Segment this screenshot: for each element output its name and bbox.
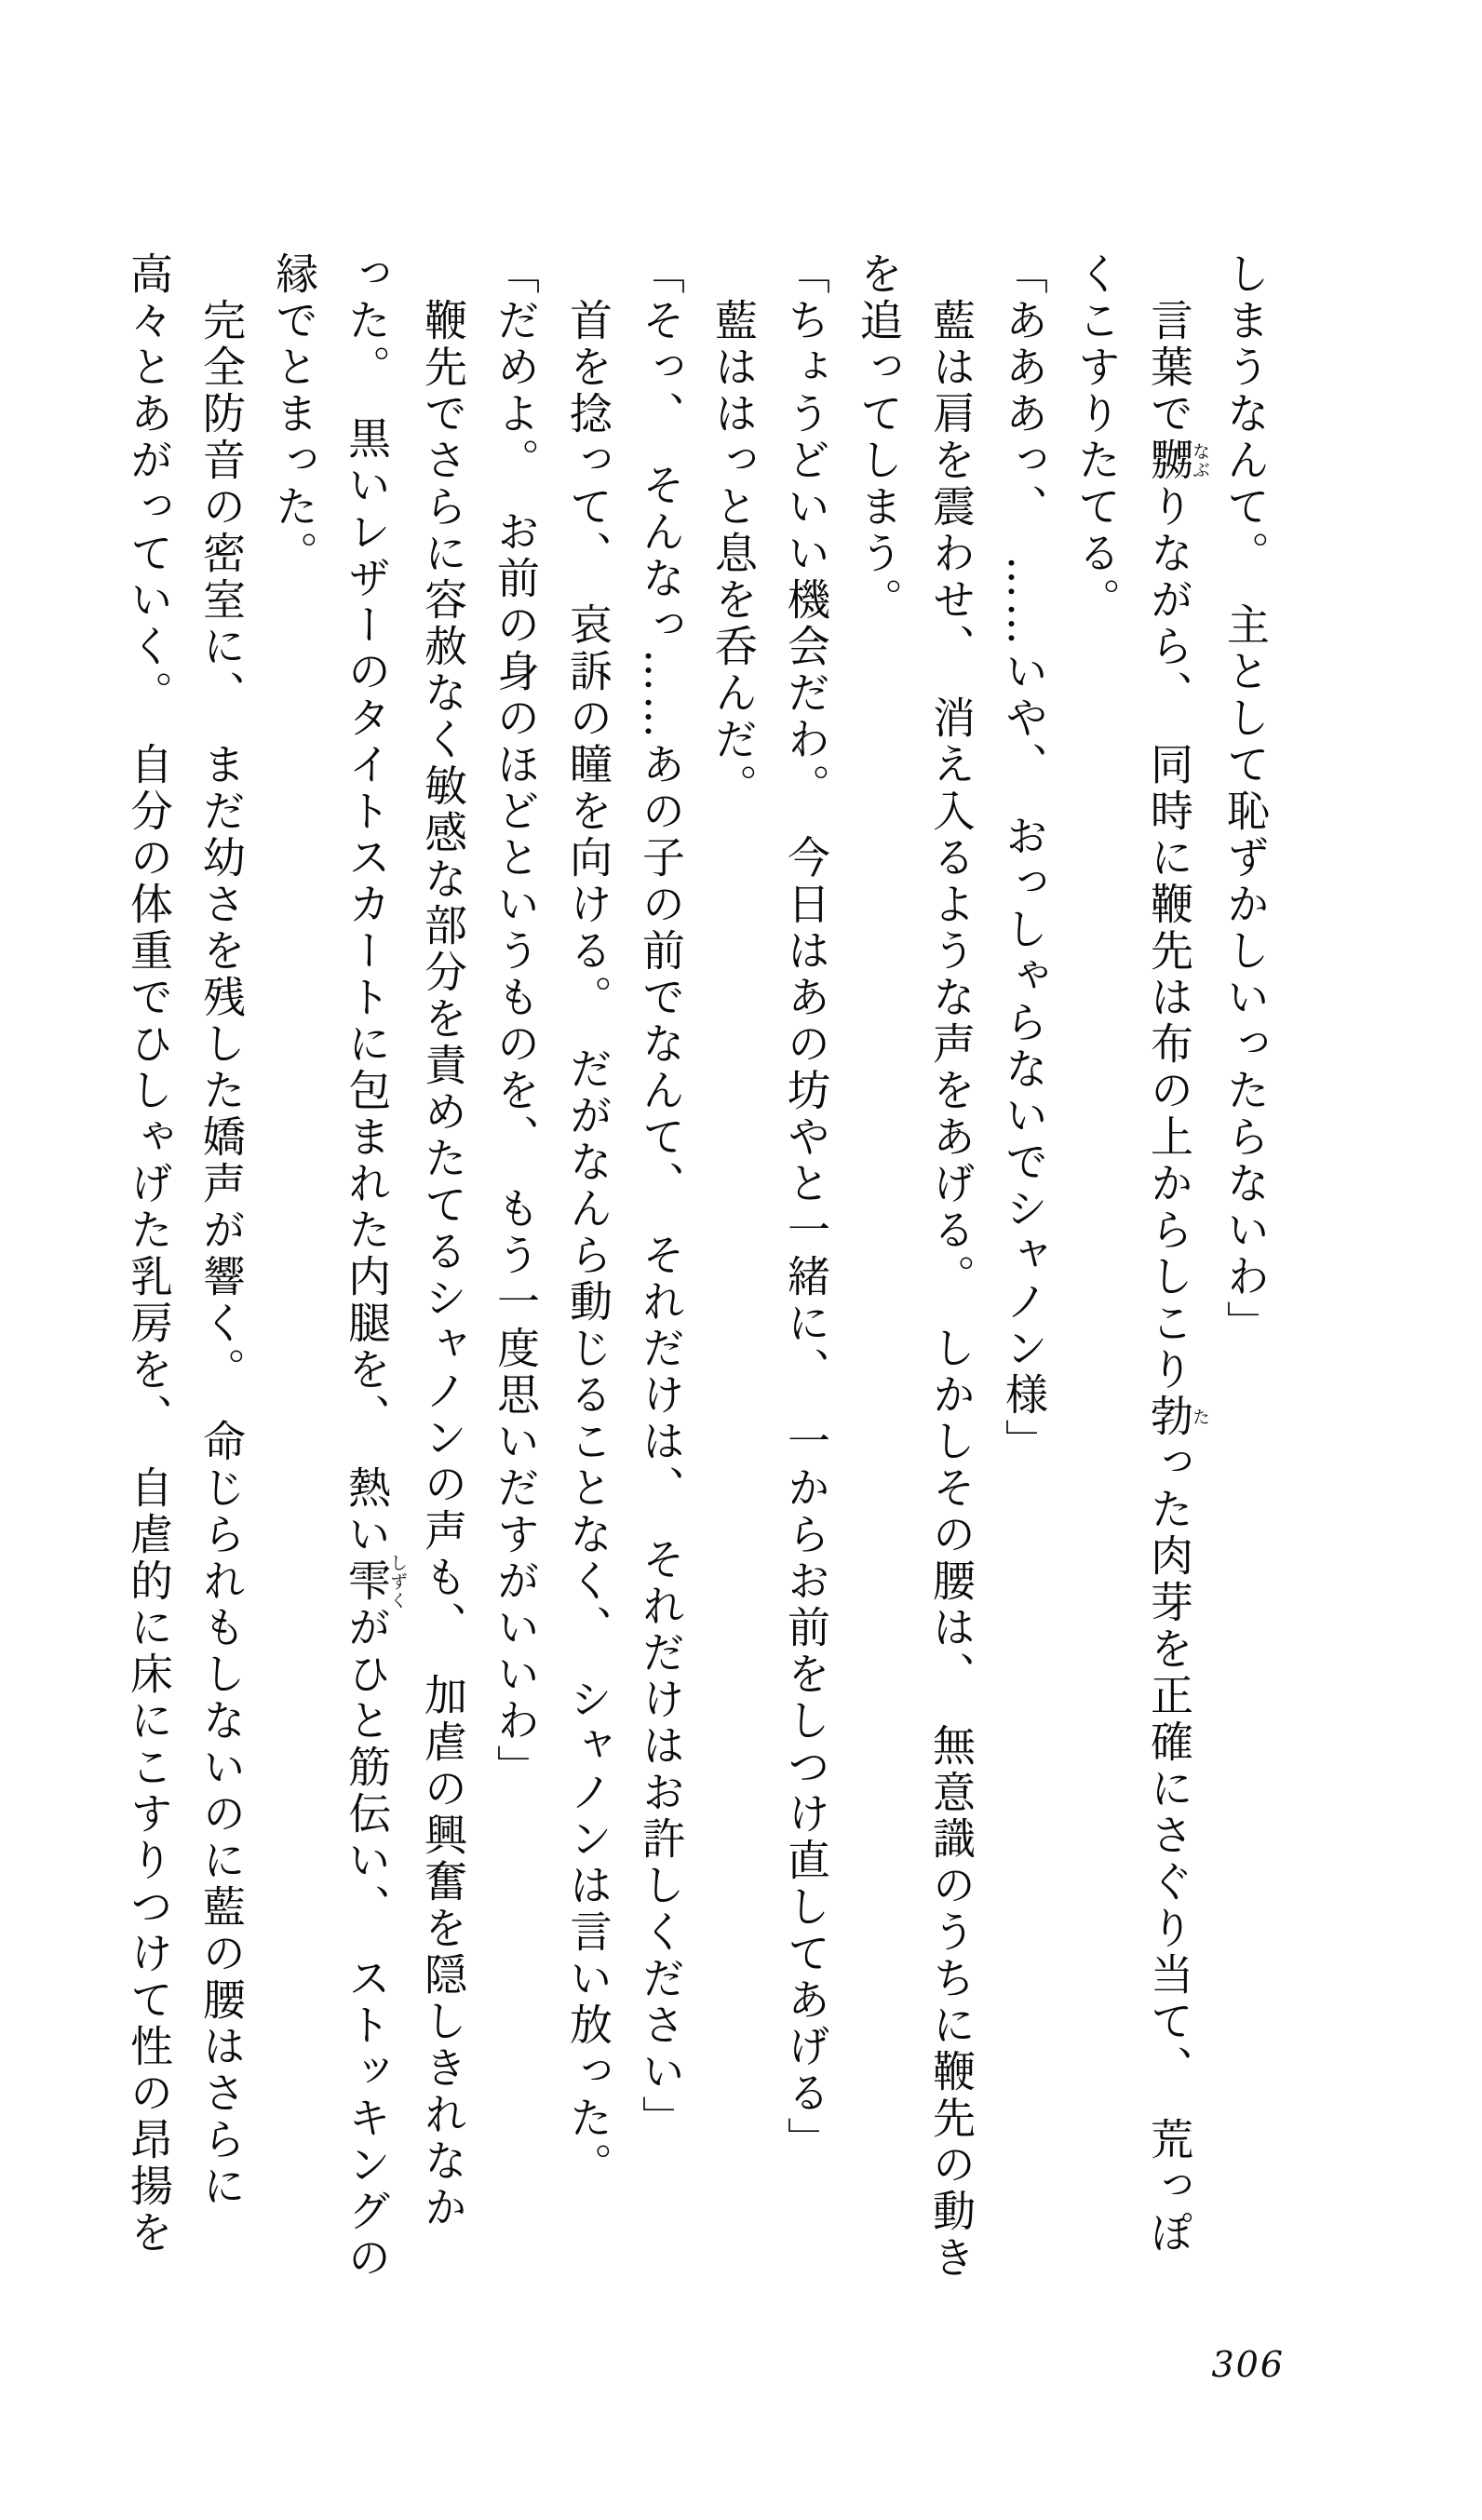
- ruby-annotated-kanji: 雫しずく: [342, 1554, 408, 1610]
- furigana: た: [1190, 1394, 1210, 1440]
- text-line: 縁でとまった。: [269, 251, 319, 577]
- text-line: 「ちょうどいい機会だわ。 今日はあの坊やと一緒に、 一からお前をしつけ直してあげる」: [781, 251, 831, 2163]
- text-line: 鞭先でさらに容赦なく敏感な部分を責めたてるシャノンの声も、 加虐の興奮を隠しきれなか: [418, 298, 468, 2231]
- text-line: を追ってしまう。: [854, 251, 904, 624]
- text-line: くこすりたてる。: [1071, 251, 1122, 624]
- page-number: 306: [1211, 2344, 1285, 2385]
- furigana: なぶ: [1190, 438, 1210, 484]
- text-line: 藍は肩を震わせ、 消え入るような声をあげる。 しかしその腰は、 無意識のうちに鞭先の動き: [926, 298, 977, 2282]
- ruby-annotated-kanji: 嬲なぶ: [1144, 438, 1210, 484]
- furigana: しずく: [387, 1554, 408, 1610]
- vertical-text-block: [113, 251, 1282, 2402]
- text-line: 「そっ、 そんなっ……あの子の前でなんて、 それだけは、 それだけはお許しください」: [636, 251, 686, 2142]
- text-line: 「だめよ。 お前の身のほどというものを、 もう一度思いだすがいいわ」: [491, 251, 541, 1791]
- text-line: 完全防音の密室に、 まだ幼さを残した嬌声が響く。 命じられもしないのに藍の腰はさらに: [196, 298, 247, 2210]
- text-line: しまうなんて。 主として恥ずかしいったらないわ」: [1220, 251, 1271, 1347]
- text-line: 高々とあがっていく。 自分の体重でひしゃげた乳房を、 自虐的に床にこすりつけて性の昂揚を: [124, 251, 174, 2257]
- text-line: 首を捻って、 哀訴の瞳を向ける。 だがなんら動じることなく、 シャノンは言い放った。: [563, 298, 613, 2189]
- text-line: 言葉で嬲なぶりながら、 同時に鞭先は布の上からしこり勃たった肉芽を正確にさぐり当て、 荒っぽ: [1144, 298, 1210, 2257]
- text-line: った。 黒いレザーのタイトスカートに包まれた内腿を、 熱い雫しずくがひと筋伝い、 ストッキングの: [342, 251, 408, 2282]
- text-line: 「あああっ、 ……いや、 おっしゃらないでシャノン様」: [999, 251, 1049, 1465]
- ruby-annotated-kanji: 勃た: [1144, 1394, 1210, 1440]
- text-line: 藍ははっと息を呑んだ。: [708, 298, 759, 810]
